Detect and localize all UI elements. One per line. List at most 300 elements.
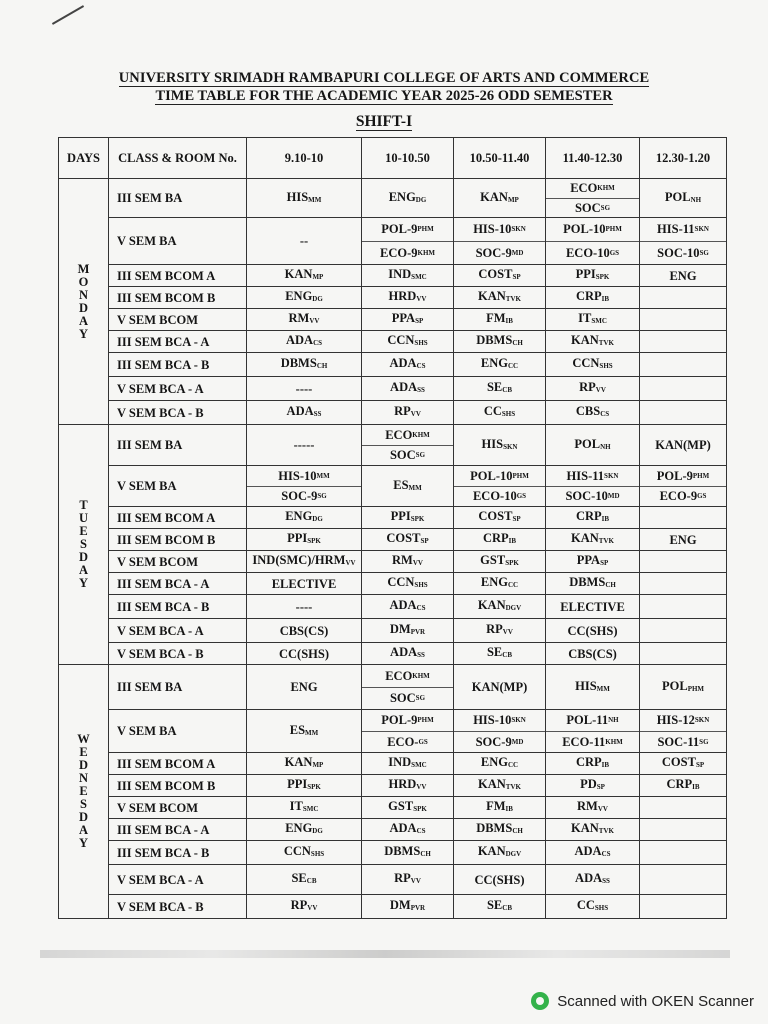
faculty-code: MP [507,195,519,204]
subject-code: PPI [390,509,411,523]
period-cell [362,377,454,401]
class-name: III SEM BCA - B [109,353,247,377]
period-cell [362,643,454,665]
period-cell [640,619,727,643]
subject-entry [362,242,453,265]
day-letter: D [78,300,89,315]
faculty-code: DG [415,195,427,204]
subject-entry [362,218,453,242]
faculty-code: KHM [412,671,430,680]
faculty-code: SPK [505,559,519,567]
faculty-code: SKN [604,471,619,480]
period-cell [640,377,727,401]
period-cell [247,377,362,401]
period-cell [454,665,546,710]
class-name: V SEM BA [109,710,247,753]
class-name: V SEM BCA - A [109,377,247,401]
period-cell [362,401,454,425]
subject-code: CC(SHS) [474,872,525,887]
table-row [59,819,727,841]
subject-code: FM [486,799,506,813]
faculty-code: DG [312,295,323,303]
faculty-code: PHM [417,225,434,234]
table-row [59,309,727,331]
period-cell [362,865,454,895]
subject-code: PPI [287,531,308,545]
faculty-code: CH [512,827,523,835]
period-cell [546,425,640,466]
faculty-code: SKN [694,225,709,234]
class-name: III SEM BCOM B [109,775,247,797]
class-name: V SEM BCA - B [109,895,247,919]
timetable-title-text: TIME TABLE FOR THE ACADEMIC YEAR 2025-26 ODD SEMESTER [155,88,613,104]
faculty-code: SG [699,248,709,257]
subject-code: ENG [669,532,697,547]
subject-code: HIS [575,678,597,693]
period-cell [247,265,362,287]
subject-code: COST [386,531,421,545]
subject-code: PPA [576,553,601,567]
period-cell [546,353,640,377]
table-row [59,665,727,710]
faculty-code: SKN [503,442,518,451]
subject-code: SOC [574,200,601,215]
faculty-code: KHM [605,737,623,746]
period-cell [640,425,727,466]
faculty-code: GS [418,737,428,746]
subject-code: ELECTIVE [271,576,337,591]
period-cell [247,218,362,265]
subject-code: -- [299,234,309,248]
timetable-title [0,88,768,105]
faculty-code: VV [410,410,421,418]
subject-entry [362,710,453,732]
period-cell [640,753,727,775]
period-cell [454,595,546,619]
subject-code: KAN [477,844,506,858]
faculty-code: CC [507,362,519,370]
faculty-code: MM [316,471,330,480]
subject-code: ECO [570,181,598,196]
subject-code: KAN [480,189,508,204]
subject-code: HIS-10 [473,222,512,237]
subject-code: POL [664,189,691,204]
shift-title-text: SHIFT-I [355,113,413,130]
period-cell [546,841,640,865]
subject-code: CBS(CS) [279,623,329,638]
period-cell [362,529,454,551]
class-name: III SEM BCA - A [109,331,247,353]
subject-code: HIS [286,189,309,204]
subject-code: KAN(MP) [655,438,711,452]
subject-entry [640,487,726,507]
period-cell [640,309,727,331]
period-cell [362,573,454,595]
subject-code: ADA [285,333,314,347]
scanner-text: Scanned with OKEN Scanner [557,992,754,1010]
faculty-code: SMC [411,273,427,281]
subject-code: SOC-9 [475,245,512,260]
period-cell [247,895,362,919]
subject-code: CRP [575,755,602,769]
subject-entry [454,487,545,507]
subject-entry [454,242,545,265]
subject-entry [454,218,545,242]
subject-code: KAN [284,755,313,769]
period-cell [247,425,362,466]
faculty-code: CS [313,339,323,347]
day-letter: D [78,810,89,824]
subject-code: KAN(MP) [471,680,528,694]
faculty-code: IB [601,295,610,303]
subject-entry [454,466,545,487]
period-cell [546,287,640,309]
period-cell [546,551,640,573]
faculty-code: MM [308,195,322,204]
table-row [59,841,727,865]
faculty-code: KHM [417,248,435,257]
subject-code: POL-10 [470,468,513,483]
faculty-code: GS [609,248,620,257]
faculty-code: SHS [501,410,516,418]
day-letter: A [78,823,89,837]
column-header: 10-10.50 [362,138,454,179]
faculty-code: SKN [694,716,710,725]
faculty-code: TVK [505,783,521,791]
faculty-code: NH [608,716,619,725]
subject-code: ELECTIVE [560,599,625,614]
subject-code: ADA [286,404,314,418]
period-cell [454,643,546,665]
table-row [59,710,727,753]
period-cell [640,218,727,265]
subject-code: RP [579,380,596,394]
period-cell [454,529,546,551]
subject-entry [546,242,639,265]
period-cell [640,573,727,595]
period-cell [247,287,362,309]
period-cell [640,595,727,619]
class-name: III SEM BCA - A [109,573,247,595]
period-cell [362,331,454,353]
subject-code: POL-9 [381,713,418,728]
faculty-code: SP [600,559,609,567]
faculty-code: DGV [505,604,522,612]
period-cell [640,710,727,753]
period-cell [640,797,727,819]
period-cell [640,466,727,507]
day-letter: W [77,732,90,746]
day-letter: U [78,511,89,525]
subject-code: RM [392,553,413,567]
day-cell [59,665,109,919]
subject-code: CC(SHS) [567,623,618,638]
subject-code: CC [483,404,502,418]
class-name: III SEM BA [109,179,247,218]
subject-entry [546,199,639,218]
subject-code: COST [661,755,696,769]
subject-code: KAN [478,777,506,791]
subject-code: ADA [390,380,418,394]
period-cell [247,551,362,573]
day-letter: A [78,563,89,577]
period-cell [546,466,640,507]
subject-code: POL-11 [566,713,609,728]
period-cell [362,466,454,507]
faculty-code: NH [600,442,611,451]
subject-entry [640,710,726,732]
period-cell [546,265,640,287]
faculty-code: SKN [511,716,526,725]
period-cell [640,401,727,425]
faculty-code: MP [312,761,324,769]
subject-entry [362,425,453,446]
period-cell [546,753,640,775]
faculty-code: MD [511,248,524,257]
faculty-code: SPK [410,515,425,523]
faculty-code: PHM [687,684,705,693]
faculty-code: SMC [411,761,427,769]
period-cell [247,353,362,377]
period-cell [247,753,362,775]
day-letter: N [78,771,89,785]
subject-code: CBS [575,404,601,418]
period-cell [362,819,454,841]
subject-code: DBMS [384,844,421,858]
subject-entry [640,732,726,753]
period-cell [247,331,362,353]
subject-entry [640,242,726,265]
period-cell [546,377,640,401]
subject-code: CRP [575,509,602,523]
period-cell [247,466,362,507]
period-cell [362,507,454,529]
subject-code: KAN [477,598,506,612]
period-cell [247,797,362,819]
faculty-code: SP [512,273,521,281]
period-cell [247,819,362,841]
faculty-code: CH [420,850,431,858]
period-cell [454,573,546,595]
period-cell [546,865,640,895]
subject-code: SOC [389,448,416,463]
faculty-code: PHM [692,471,710,480]
period-cell [640,179,727,218]
table-row [59,595,727,619]
subject-entry [546,732,639,753]
period-cell [247,507,362,529]
table-row [59,643,727,665]
faculty-code: VV [412,559,423,567]
period-cell [247,710,362,753]
faculty-code: CC [507,761,519,769]
subject-code: ADA [389,598,417,612]
faculty-code: CH [512,339,523,347]
subject-code: SOC-10 [565,489,608,504]
subject-entry [546,218,639,242]
period-cell [546,529,640,551]
table-row [59,466,727,507]
subject-entry [247,466,361,487]
subject-code: HIS-11 [566,468,605,483]
period-cell [454,331,546,353]
class-name: V SEM BCOM [109,309,247,331]
period-cell [640,643,727,665]
table-row [59,573,727,595]
subject-code: SOC-11 [657,734,700,749]
subject-code: CC(SHS) [278,646,329,661]
faculty-code: MM [408,483,422,492]
faculty-code: CH [605,581,616,589]
subject-code: CRP [482,531,509,545]
faculty-code: SPK [413,805,427,813]
subject-entry [640,466,726,487]
faculty-code: PVR [410,904,426,912]
period-cell [362,309,454,331]
day-letter: D [78,550,89,564]
period-cell [362,265,454,287]
table-row [59,895,727,919]
subject-code: ENG [285,289,313,303]
subject-code: HIS-11 [657,222,695,237]
subject-entry [362,446,453,466]
subject-code: IND(SMC)/HRM [252,553,346,567]
faculty-code: SS [417,651,425,659]
table-row [59,507,727,529]
table-row [59,179,727,218]
subject-code: RP [394,404,411,418]
faculty-code: IB [508,537,517,545]
period-cell [640,287,727,309]
class-name: III SEM BA [109,425,247,466]
period-cell [454,753,546,775]
subject-code: SE [486,645,503,659]
subject-code: IT [578,311,592,325]
subject-code: COST [478,267,513,281]
class-name: V SEM BA [109,466,247,507]
period-cell [640,895,727,919]
period-cell [546,401,640,425]
subject-code: POL-9 [381,222,418,237]
faculty-code: SPK [307,537,321,545]
day-letter: S [80,797,87,811]
faculty-code: GS [516,492,527,501]
subject-code: ES [393,477,409,492]
subject-code: DM [389,622,411,636]
faculty-code: CS [416,362,426,370]
day-letter: Y [78,576,89,590]
day-letter: S [80,537,87,551]
subject-code: ADA [389,356,417,370]
subject-code: ENG [480,755,508,769]
subject-code: CC [576,898,595,912]
faculty-code: DG [312,515,323,523]
subject-code: ADA [389,821,417,835]
subject-code: DBMS [476,333,513,347]
subject-code: ---- [295,599,313,614]
subject-code: POL-9 [656,468,693,483]
subject-code: SE [291,871,307,885]
class-name: V SEM BCA - A [109,865,247,895]
subject-code: IND [388,755,412,769]
faculty-code: SG [415,694,426,703]
subject-code: POL [574,436,601,451]
faculty-code: VV [307,904,318,912]
faculty-code: MD [511,737,524,746]
period-cell [640,529,727,551]
subject-code: GST [388,799,414,813]
scanner-logo-icon [531,992,549,1010]
subject-code: ECO-9 [380,245,418,260]
period-cell [247,775,362,797]
period-cell [546,331,640,353]
scanner-watermark [531,992,754,1010]
period-cell [454,507,546,529]
period-cell [454,377,546,401]
faculty-code: CB [502,904,513,912]
subject-code: ----- [293,438,315,452]
period-cell [454,466,546,507]
faculty-code: TVK [598,827,614,835]
timetable [58,137,727,919]
subject-entry [362,688,453,710]
class-name: III SEM BCOM A [109,753,247,775]
faculty-code: CS [416,604,426,612]
subject-code: CRP [666,777,693,791]
subject-code: CBS(CS) [568,646,617,661]
subject-code: ADA [574,844,602,858]
faculty-code: SP [512,515,521,523]
day-letter: E [79,745,88,759]
pen-mark [52,5,84,25]
subject-code: RP [486,622,503,636]
faculty-code: SHS [414,581,428,589]
subject-code: ---- [295,381,313,396]
period-cell [247,665,362,710]
faculty-code: MM [305,728,319,737]
subject-code: PD [580,777,597,791]
scan-edge-shadow [40,950,730,958]
faculty-code: SMC [591,317,607,325]
period-cell [640,665,727,710]
faculty-code: CS [601,850,611,858]
faculty-code: SKN [511,225,526,234]
faculty-code: CB [502,651,513,659]
faculty-code: SPK [595,273,610,281]
faculty-code: VV [595,386,606,394]
college-title [0,70,768,87]
faculty-code: PVR [410,628,426,636]
class-name: V SEM BCOM [109,551,247,573]
faculty-code: SS [313,410,322,418]
faculty-code: SG [415,451,426,460]
subject-code: FM [486,311,506,325]
day-letter: N [78,287,89,302]
period-cell [454,179,546,218]
subject-code: IT [289,799,303,813]
period-cell [247,529,362,551]
subject-code: RM [577,799,598,813]
period-cell [247,865,362,895]
period-cell [247,309,362,331]
header-row [59,138,727,179]
subject-code: SOC-9 [475,734,512,749]
period-cell [640,331,727,353]
class-name: III SEM BCOM A [109,507,247,529]
faculty-code: KHM [412,430,430,439]
subject-code: PPI [287,777,308,791]
period-cell [454,797,546,819]
